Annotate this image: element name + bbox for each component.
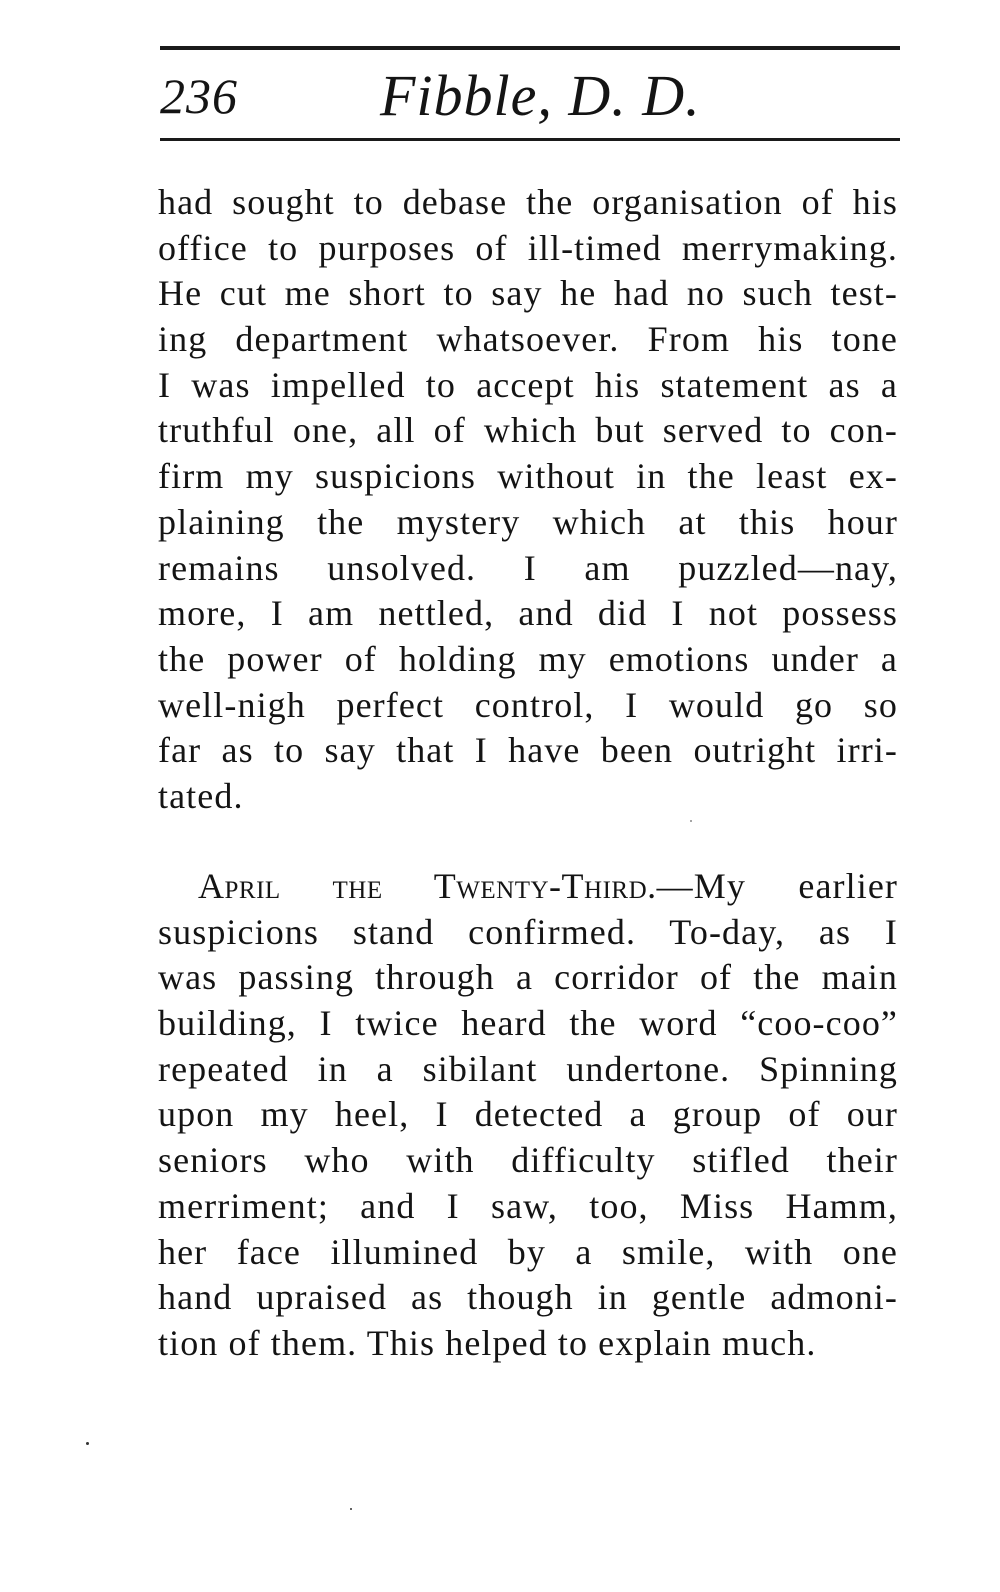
text-line: was passing through a corridor of the main [158, 957, 898, 998]
text-line: I was impelled to accept his statement as a [158, 364, 898, 405]
running-title: Fibble, D. D. [380, 63, 701, 128]
text-line: remains unsolved. I am puzzled—nay, [158, 547, 898, 588]
text-line: firm my suspicions without in the least ex- [158, 456, 898, 497]
text-line: far as to say that I have been outright irri- [158, 730, 898, 771]
text-line: suspicions stand confirmed. To-day, as I [158, 911, 898, 952]
text-line: her face illumined by a smile, with one [158, 1231, 898, 1272]
text-line: tated. [158, 775, 244, 816]
ink-speck [690, 820, 692, 822]
ink-speck [86, 1442, 89, 1445]
text-line: hand upraised as though in gentle admoni- [158, 1277, 898, 1318]
text-line: the power of holding my emotions under a [158, 638, 898, 679]
text-line: upon my heel, I detected a group of our [158, 1094, 898, 1135]
header-bottom-rule [160, 138, 900, 141]
text-line: seniors who with difficulty stifled their [158, 1140, 898, 1181]
text-line: plaining the mystery which at this hour [158, 501, 898, 542]
text-line: ing department whatsoever. From his tone [158, 319, 898, 360]
text-line: tion of them. This helped to explain much. [158, 1322, 817, 1363]
text-line: well-nigh perfect control, I would go so [158, 684, 898, 725]
paragraph-opening-line [158, 864, 898, 910]
opening-line-rest: —My earlier [656, 866, 898, 906]
header-top-rule [160, 46, 900, 50]
ink-speck [350, 1508, 352, 1510]
text-line: merriment; and I saw, too, Miss Hamm, [158, 1185, 898, 1226]
text-line: repeated in a sibilant undertone. Spinning [158, 1048, 898, 1089]
date-heading: April the Twenty-Third. [198, 866, 657, 906]
page-number: 236 [160, 68, 238, 124]
text-line: had sought to debase the organisation of his [158, 182, 898, 222]
text-line: building, I twice heard the word “coo-coo” [158, 1003, 898, 1044]
text-line: office to purposes of ill-timed merrymaking. [158, 227, 898, 268]
paragraph-2 [158, 864, 898, 1367]
text-line: truthful one, all of which but served to con- [158, 410, 898, 451]
text-line: He cut me short to say he had no such test- [158, 273, 898, 314]
text-line: more, I am nettled, and did I not possess [158, 593, 898, 634]
paragraph-1 [158, 180, 898, 820]
